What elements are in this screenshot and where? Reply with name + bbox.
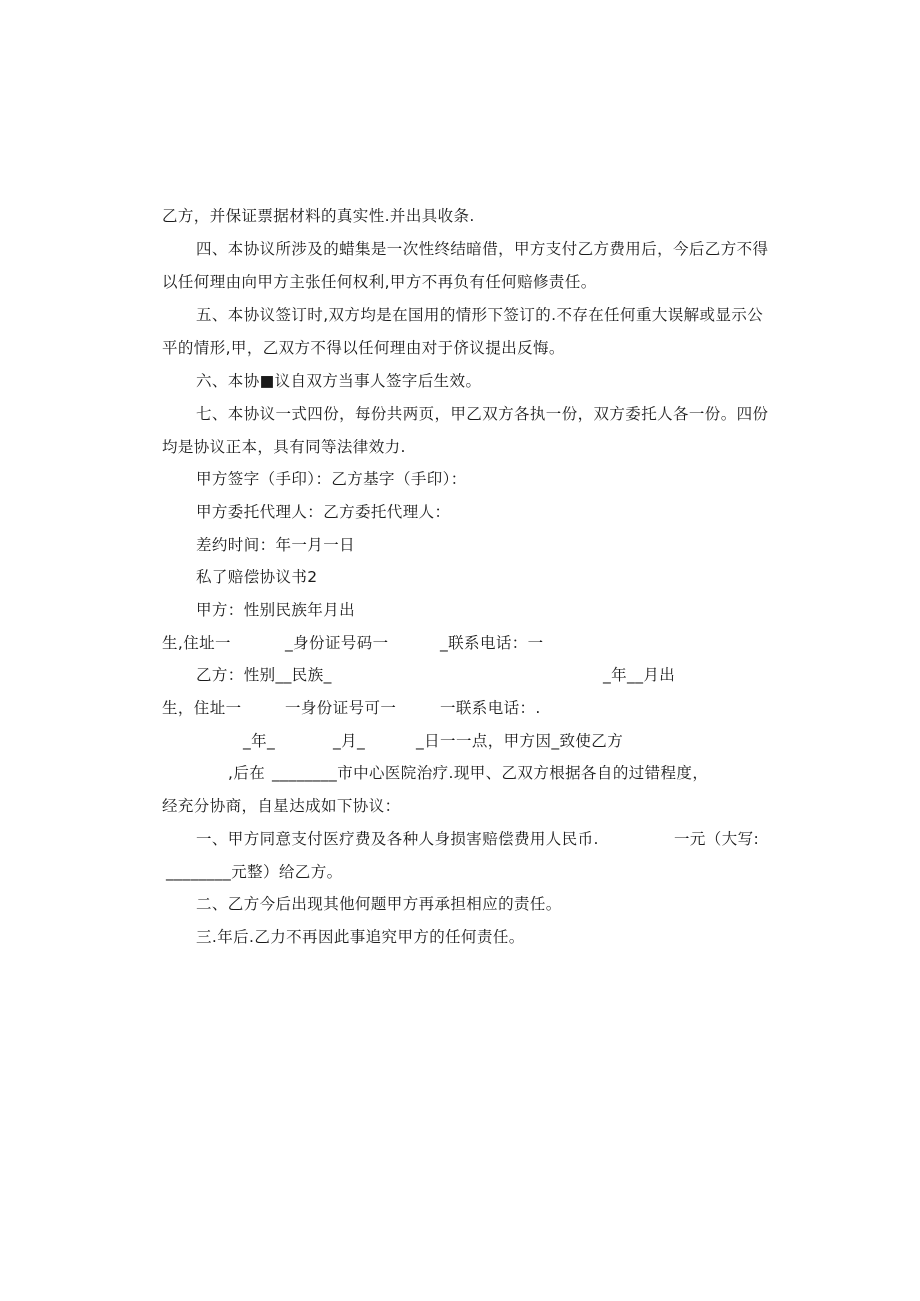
id-number-field-label: _身份证号码一 [285, 634, 389, 652]
paragraph-line: 三.年后.乙力不再因此事追究甲方的任何责任。 [196, 928, 525, 946]
month-blank: _月_ [333, 732, 366, 750]
party-b-label: 乙方：性别__民族_ [196, 666, 332, 684]
address-field-label: 生,住址一 [162, 634, 231, 652]
phone-field-label: 一联系电话：. [440, 699, 541, 717]
payment-text: 一、甲方同意支付医疗费及各种人身损害赔偿费用人民币. [196, 830, 599, 848]
paragraph-line: ________元整）给乙方。 [166, 863, 343, 881]
id-number-field-label: 一身份证号可一 [285, 699, 397, 717]
address-field-label: 生，住址一 [162, 699, 242, 717]
paragraph-line: 七、本协议一式四份，每份共两页，甲乙双方各执一份，双方委托人各一份。四份 [196, 405, 769, 423]
signature-line: 甲方签字（手印）：乙方基字（手印）： [196, 470, 467, 488]
paragraph-line: 二、乙方今后出现其他何题甲方再承担相应的责任。 [196, 895, 562, 913]
document-title: 私了赔偿协议书2 [196, 568, 318, 586]
paragraph-line: 乙方，并保证票据材料的真实性.并出具收条. [162, 207, 475, 225]
agent-line: 甲方委托代理人：乙方委托代理人： [196, 503, 451, 521]
year-blank: _年_ [243, 732, 276, 750]
day-blank: _日一一点，甲方因_致使乙方 [416, 732, 624, 750]
paragraph-line: 经充分协商，自星达成如下协议： [162, 797, 401, 815]
party-a-line: 甲方：性别民族年月出 [196, 601, 356, 619]
phone-field-label: _联系电话：一 [440, 634, 544, 652]
hospital-prefix: ,后在 [228, 764, 266, 782]
hospital-text: ________市中心医院治疗.现甲、乙双方根据各自的过错程度， [272, 764, 709, 782]
paragraph-line: 均是协议正本，具有同等法律效力. [162, 438, 406, 456]
paragraph-line: 平的情形,甲，乙双方不得以任何理由对于侪议提出反悔。 [162, 339, 565, 357]
paragraph-line: 四、本协议所涉及的蜡集是一次性终结暗借，甲方支付乙方费用后，今后乙方不得 [196, 240, 769, 258]
paragraph-line: 五、本协议签订时,双方均是在国用的情形下签订的.不存在任何重大误解或显示公 [196, 306, 764, 324]
date-line: 差约时间：年一月一日 [196, 536, 356, 554]
paragraph-line: 六、本协■议自双方当事人签字后生效。 [196, 372, 482, 390]
birth-date-label: _年__月出 [603, 666, 676, 684]
payment-amount-label: 一元（大写: [674, 830, 760, 848]
paragraph-line: 以任何理由向甲方主张任何权利,甲方不再负有任何赔修责任。 [162, 273, 597, 291]
